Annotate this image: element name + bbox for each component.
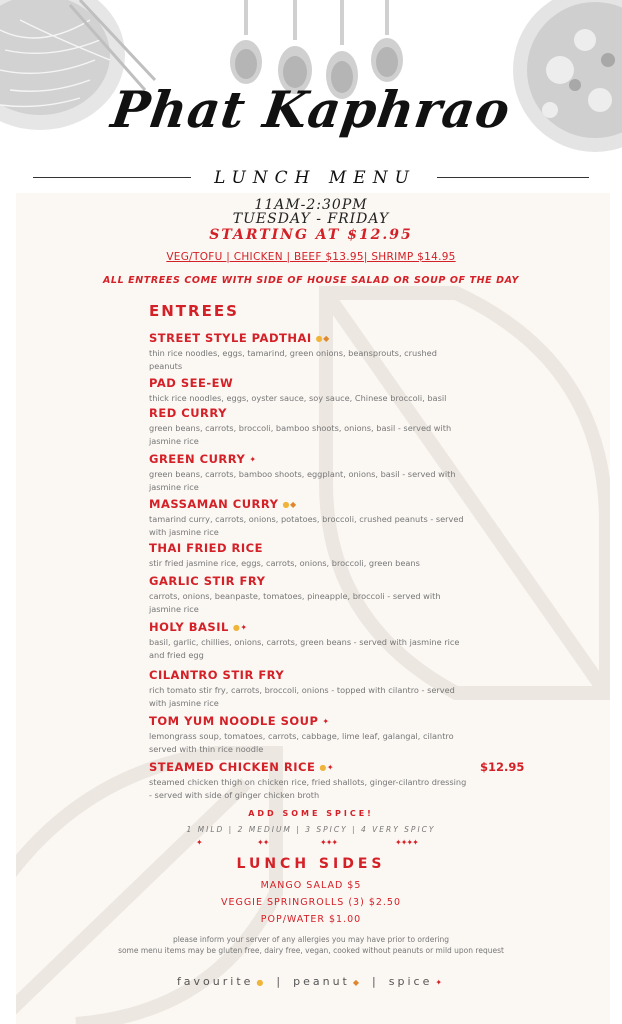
chili-icon-spicy: ✦✦✦ [320,838,338,847]
favourite-icon: ● [232,623,241,632]
side-item: MANGO SALAD $5 [260,880,362,891]
menu-item-name [149,574,469,588]
favourite-icon: ● [256,978,267,987]
menu-item [149,497,469,538]
menu-item [149,331,469,372]
legend-favourite-label: favourite [176,975,254,988]
menu-item-name [149,620,469,634]
chili-icon-very-spicy: ✦✦✦✦ [395,838,418,847]
menu-item [149,668,469,709]
menu-item-name-text: GARLIC STIR FRY [149,574,266,588]
menu-item-name-text: STEAMED CHICKEN RICE [149,760,316,774]
menu-item-description: stir fried jasmine rice, eggs, carrots, onions, broccoli, green beans [149,558,420,568]
legend-spice [389,975,445,988]
peanut-icon: ◆ [323,334,330,343]
chili-icon-mild: ✦ [196,838,202,847]
chili-icon-medium: ✦✦ [257,838,269,847]
menu-item [149,541,469,570]
protein-options [0,251,622,263]
favourite-icon: ● [315,334,324,343]
chili-icon: ✦ [240,623,248,632]
entrees-heading: ENTREES [149,302,239,320]
menu-item [149,376,469,405]
menu-item-name [149,452,469,466]
menu-item-name-text: GREEN CURRY [149,452,246,466]
lunch-days: TUESDAY - FRIDAY [232,211,390,227]
protein-options-text: VEG/TOFU | CHICKEN | BEEF $13.95| SHRIMP $14.95 [166,251,456,263]
legend-favourite [177,975,266,988]
peanut-icon: ◆ [289,500,297,509]
legend-separator: | [372,975,379,988]
menu-item-description: thick rice noodles, eggs, oyster sauce, soy sauce, Chinese broccoli, basil [149,393,447,403]
menu-item-name [149,714,469,728]
menu-item-name-text: TOM YUM NOODLE SOUP [149,714,319,728]
dietary-note: some menu items may be gluten free, dairy free, vegan, cooked without peanuts or mild upon request [118,946,504,955]
menu-item-description: tamarind curry, carrots, onions, potatoes, broccoli, crushed peanuts - served with jasmine rice [149,514,464,537]
menu-item-flags [233,623,248,632]
menu-item-name-text: THAI FRIED RICE [149,541,263,555]
menu-item-flags [319,763,334,772]
spice-title: ADD SOME SPICE! [248,809,374,818]
menu-item-description: steamed chicken thigh on chicken rice, fried shallots, ginger-cilantro dressing - served with side of ginger chicken broth [149,777,467,800]
peanut-icon: ◆ [352,978,363,987]
subtitle-row [0,168,622,188]
menu-item-description: green beans, carrots, broccoli, bamboo shoots, onions, basil - served with jasmine rice [149,423,452,446]
side-item: POP/WATER $1.00 [260,914,362,925]
menu-item-name [149,331,469,345]
menu-item-name [149,541,469,555]
legend-peanut [293,975,362,988]
divider-left [33,177,191,178]
menu-item-flags [316,334,330,343]
menu-item-description: rich tomato stir fry, carrots, broccoli, onions - topped with cilantro - served with jasmine rice [149,685,455,708]
menu-item [149,620,469,661]
menu-item-name [149,406,469,420]
menu-item-price: $12.95 [480,760,525,774]
menu-item-name [149,376,469,390]
menu-item-name-text: HOLY BASIL [149,620,229,634]
favourite-icon: ● [282,500,290,509]
menu-item-description: carrots, onions, beanpaste, tomatoes, pineapple, broccoli - served with jasmine rice [149,591,441,614]
menu-item-name-text: CILANTRO STIR FRY [149,668,285,682]
restaurant-title: Phat Kaphrao [107,80,515,139]
divider-right [437,177,589,178]
allergy-note: please inform your server of any allergies you may have prior to ordering [172,935,450,944]
starting-price: STARTING AT $12.95 [209,227,413,243]
entree-includes-note: ALL ENTREES COME WITH SIDE OF HOUSE SALAD OR SOUP OF THE DAY [102,275,519,286]
legend-peanut-label: peanut [293,975,350,988]
chili-icon: ✦ [435,978,446,987]
menu-item-name-text: STREET STYLE PADTHAI [149,331,312,345]
menu-item-description: lemongrass soup, tomatoes, carrots, cabbage, lime leaf, galangal, cilantro served with thin rice noodle [149,731,454,754]
menu-subtitle: LUNCH MENU [214,168,416,188]
side-item: VEGGIE SPRINGROLLS (3) $2.50 [220,897,402,908]
legend-separator: | [276,975,284,988]
menu-item [149,714,469,755]
menu-item-description: thin rice noodles, eggs, tamarind, green onions, beansprouts, crushed peanuts [149,348,437,371]
lunch-hours: 11AM-2:30PM [254,197,368,213]
menu-item [149,760,469,801]
menu-item [149,574,469,615]
menu-item-name-text: RED CURRY [149,406,227,420]
lunch-sides-heading: LUNCH SIDES [236,856,386,872]
menu-item [149,406,469,447]
chili-icon: ✦ [326,763,335,772]
icon-legend [0,975,622,988]
spice-levels: 1 MILD | 2 MEDIUM | 3 SPICY | 4 VERY SPICY [186,825,436,834]
menu-item-name-text: MASSAMAN CURRY [149,497,279,511]
menu-item-description: green beans, carrots, bamboo shoots, eggplant, onions, basil - served with jasmine rice [149,469,456,492]
menu-item-flags [322,717,329,726]
menu-item-flags [249,455,256,464]
menu-item [149,452,469,493]
chili-icon: ✦ [249,455,257,464]
favourite-icon: ● [319,763,327,772]
menu-item-name [149,497,469,511]
menu-item-description: basil, garlic, chillies, onions, carrots, green beans - served with jasmine rice and fried egg [149,637,460,660]
chili-icon: ✦ [322,717,330,726]
menu-item-flags [282,500,296,509]
legend-spice-label: spice [388,975,433,988]
menu-item-name [149,668,469,682]
menu-item-name [149,760,469,774]
menu-item-name-text: PAD SEE-EW [149,376,234,390]
